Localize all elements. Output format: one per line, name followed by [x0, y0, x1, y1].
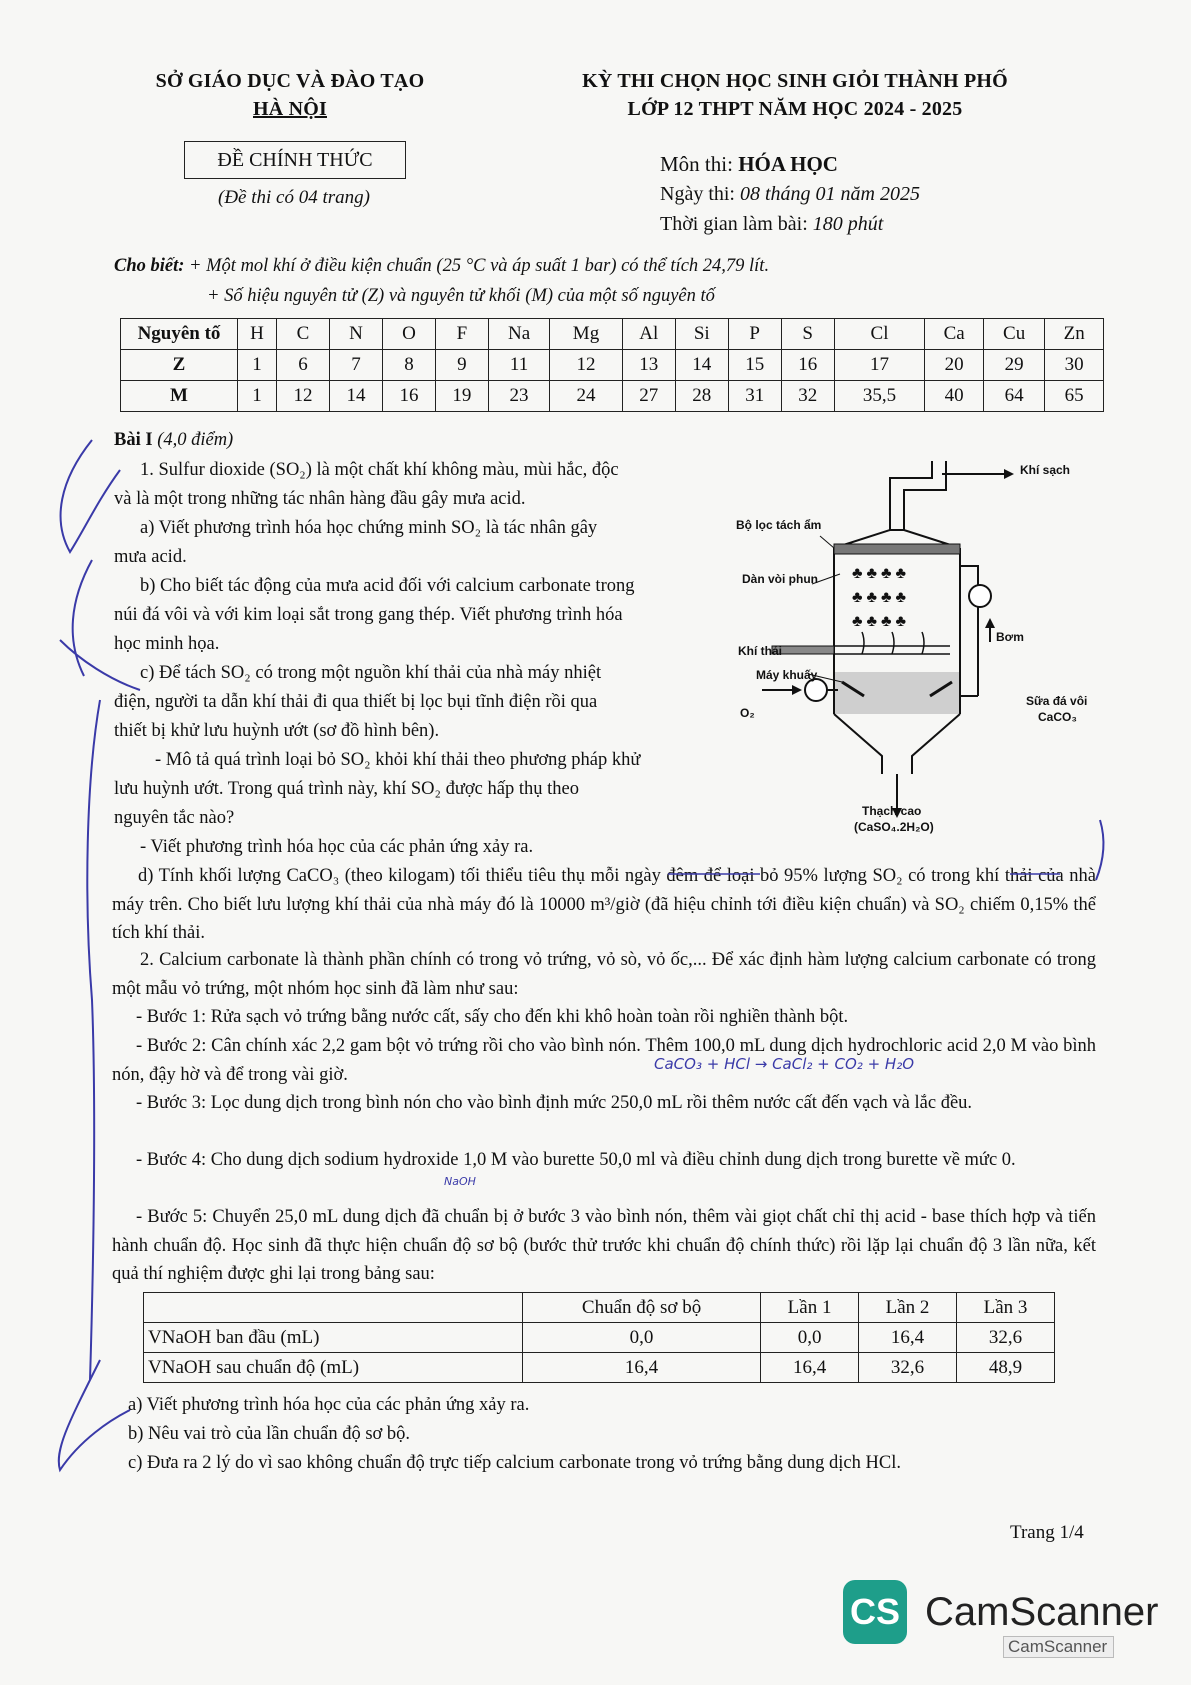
given-molar-volume: + Một mol khí ở điều kiện chuẩn (25 °C và áp suất 1 bar) có thể tích 24,79 lít. [189, 256, 770, 276]
date-label: Ngày thi: [660, 183, 735, 205]
table-cell: Ca [925, 319, 984, 350]
table-cell: 0,0 [761, 1323, 859, 1353]
step1: - Bước 1: Rửa sạch vỏ trứng bằng nước cất, sấy cho đến khi khô hoàn toàn rồi nghiền thành bột. [136, 1007, 849, 1027]
table-cell: S [781, 319, 834, 350]
q2-paragraph: 2. Calcium carbonate là thành phần chính có trong vỏ trứng, vỏ sò, vỏ ốc,... Để xác định hàm lượng calcium carbonate có trong một mẫu vỏ trứng, một nhóm học sinh đã làm như sau: [112, 950, 1096, 999]
camscanner-brand: CamScanner [925, 1590, 1159, 1634]
table-cell: 29 [983, 350, 1044, 381]
table-cell: Al [622, 319, 675, 350]
table-cell: 19 [435, 381, 488, 412]
label-clean-gas: Khí sạch [1020, 463, 1071, 477]
table-cell: 12 [277, 381, 330, 412]
table-cell: VNaOH ban đầu (mL) [144, 1323, 523, 1353]
label-stirrer: Máy khuấy [756, 668, 818, 682]
table-cell: 35,5 [834, 381, 925, 412]
qc-desc2: lưu huỳnh ướt. Trong quá trình này, khí SO₂ được hấp thụ theo [114, 779, 579, 799]
table-cell: Cu [983, 319, 1044, 350]
table-cell: Z [121, 350, 238, 381]
table-cell: 28 [675, 381, 728, 412]
subject-value: HÓA HỌC [738, 152, 838, 176]
table-cell: 9 [435, 350, 488, 381]
exam-title-line2: LỚP 12 THPT NĂM HỌC 2024 - 2025 [627, 98, 963, 120]
table-cell: 32 [781, 381, 834, 412]
table-cell: 23 [488, 381, 549, 412]
table-cell: Lần 1 [761, 1293, 859, 1323]
page-number: Trang 1/4 [1010, 1522, 1084, 1543]
table-cell: VNaOH sau chuẩn độ (mL) [144, 1353, 523, 1383]
table-cell: 27 [622, 381, 675, 412]
duration-value: 180 phút [812, 213, 884, 235]
step4: - Bước 4: Cho dung dịch sodium hydroxide 1,0 M vào burette 50,0 ml và điều chỉnh dung dịch trong burette về mức 0. [136, 1150, 1016, 1170]
handwritten-naoh: NaOH [444, 1175, 476, 1188]
camscanner-watermark: CamScanner [1003, 1636, 1114, 1658]
q1-line1: 1. Sulfur dioxide (SO₂) là một chất khí không màu, mùi hắc, độc [140, 460, 619, 480]
table-cell: 48,9 [957, 1353, 1055, 1383]
table-cell: P [728, 319, 781, 350]
table-cell: M [121, 381, 238, 412]
exam-title-line1: KỲ THI CHỌN HỌC SINH GIỎI THÀNH PHỐ [582, 70, 1008, 92]
svg-text:♣ ♣ ♣ ♣: ♣ ♣ ♣ ♣ [852, 589, 906, 606]
label-flue-gas: Khí thải [738, 644, 782, 658]
qc-line2: điện, người ta dẫn khí thải đi qua thiết bị lọc bụi tĩnh điện rồi qua [114, 692, 598, 712]
label-o2: O₂ [740, 706, 755, 720]
subject-label: Môn thi: [660, 152, 733, 176]
table-cell: 64 [983, 381, 1044, 412]
table-cell: 20 [925, 350, 984, 381]
step2: - Bước 2: Cân chính xác 2,2 gam bột vỏ trứng rồi cho vào bình nón. Thêm 100,0 mL dung dịch hydrochloric acid 2,0 M vào bình nón, đậy hờ và để trong vài giờ. [112, 1036, 1096, 1085]
label-caco3: CaCO₃ [1038, 710, 1077, 724]
q2a: a) Viết phương trình hóa học của các phản ứng xảy ra. [128, 1395, 530, 1415]
table-cell: 30 [1045, 350, 1104, 381]
table-cell: F [435, 319, 488, 350]
table-cell: 11 [488, 350, 549, 381]
table-cell: 16 [382, 381, 435, 412]
table-cell: 40 [925, 381, 984, 412]
qc-desc3: nguyên tắc nào? [114, 808, 235, 828]
qb-line2: núi đá vôi và với kim loại sắt trong gang thép. Viết phương trình hóa [114, 605, 623, 625]
label-gypsum: Thạch cao [862, 804, 922, 818]
table-cell: Chuẩn độ sơ bộ [523, 1293, 761, 1323]
q2c: c) Đưa ra 2 lý do vì sao không chuẩn độ trực tiếp calcium carbonate trong vỏ trứng bằng dung dịch HCl. [128, 1453, 901, 1473]
label-gypsum-formula: (CaSO₄.2H₂O) [854, 820, 934, 834]
qb-line3: học minh họa. [114, 634, 220, 654]
table-cell: H [238, 319, 277, 350]
table-cell: 15 [728, 350, 781, 381]
table-cell: 32,6 [859, 1353, 957, 1383]
table-cell: 0,0 [523, 1323, 761, 1353]
svg-text:♣ ♣ ♣ ♣: ♣ ♣ ♣ ♣ [852, 565, 906, 582]
table-cell: 31 [728, 381, 781, 412]
table-cell: 16,4 [523, 1353, 761, 1383]
table-cell: 32,6 [957, 1323, 1055, 1353]
org-line2: HÀ NỘI [253, 98, 327, 120]
label-spray: Dàn vòi phun [742, 572, 818, 586]
table-cell: 12 [550, 350, 623, 381]
given-line2: + Số hiệu nguyên tử (Z) và nguyên tử khối (M) của một số nguyên tố [207, 286, 715, 306]
q1-line2: và là một trong những tác nhân hàng đầu gây mưa acid. [114, 489, 526, 509]
table-cell: 16,4 [859, 1323, 957, 1353]
label-pump: Bơm [996, 630, 1024, 644]
qd-paragraph: d) Tính khối lượng CaCO₃ (theo kilogam) tối thiểu tiêu thụ mỗi ngày đêm để loại bỏ 95% lượng SO₂ có trong khí thải của nhà máy trên. Cho biết lưu lượng khí thải của nhà máy đó là 10000 m³/giờ (đã hiệu chỉnh tới điều kiện chuẩn) và SO₂ chiếm 0,15% thể tích khí thải. [112, 866, 1096, 943]
handwritten-equation: CaCO₃ + HCl → CaCl₂ + CO₂ + H₂O [654, 1055, 915, 1073]
label-lime-milk: Sữa đá vôi [1026, 694, 1088, 708]
table-cell: 14 [675, 350, 728, 381]
table-cell: N [329, 319, 382, 350]
table-cell: O [382, 319, 435, 350]
step3: - Bước 3: Lọc dung dịch trong bình nón cho vào bình định mức 250,0 mL rồi thêm nước cất đến vạch và lắc đều. [136, 1093, 973, 1113]
table-cell: 17 [834, 350, 925, 381]
svg-text:♣ ♣ ♣ ♣: ♣ ♣ ♣ ♣ [852, 613, 906, 630]
table-cell: Na [488, 319, 549, 350]
table-cell: 1 [238, 350, 277, 381]
table-cell: 65 [1045, 381, 1104, 412]
step5: - Bước 5: Chuyển 25,0 mL dung dịch đã chuẩn bị ở bước 3 vào bình nón, thêm vài giọt chất chỉ thị acid - base thích hợp và tiến hành chuẩn độ. Học sinh đã thực hiện chuẩn độ sơ bộ (bước thử trước khi chuẩn độ chính thức) rồi lặp lại chuẩn độ 3 lần nữa, kết quả thí nghiệm được ghi lại trong bảng sau: [112, 1207, 1096, 1284]
table-cell: C [277, 319, 330, 350]
qa-line2: mưa acid. [114, 547, 187, 567]
table-cell: 14 [329, 381, 382, 412]
duration-label: Thời gian làm bài: [660, 213, 808, 235]
qc-desc4: - Viết phương trình hóa học của các phản ứng xảy ra. [140, 837, 534, 857]
table-cell: 16 [781, 350, 834, 381]
table-cell: Mg [550, 319, 623, 350]
camscanner-logo-icon: CS [843, 1580, 907, 1644]
qc-line1: c) Để tách SO₂ có trong một nguồn khí thải của nhà máy nhiệt [140, 663, 602, 683]
table-cell: Lần 2 [859, 1293, 957, 1323]
bai1-title: Bài I [114, 430, 153, 450]
qc-line3: thiết bị khử lưu huỳnh ướt (sơ đồ hình bên). [114, 721, 440, 741]
qc-desc1: - Mô tả quá trình loại bỏ SO₂ khỏi khí thải theo phương pháp khử [155, 750, 641, 770]
table-cell: Lần 3 [957, 1293, 1055, 1323]
table-cell: Cl [834, 319, 925, 350]
table-cell: 1 [238, 381, 277, 412]
table-cell: 16,4 [761, 1353, 859, 1383]
table-cell: 8 [382, 350, 435, 381]
pages-note: (Đề thi có 04 trang) [218, 187, 370, 208]
org-line1: SỞ GIÁO DỤC VÀ ĐÀO TẠO [155, 70, 425, 92]
given-label: Cho biết: [114, 256, 185, 276]
table-cell: Si [675, 319, 728, 350]
date-value: 08 tháng 01 năm 2025 [740, 183, 920, 205]
label-mist-filter: Bộ lọc tách ẩm [736, 518, 822, 532]
table-cell: 7 [329, 350, 382, 381]
qb-line1: b) Cho biết tác động của mưa acid đối với calcium carbonate trong [140, 576, 635, 596]
table-cell: Nguyên tố [121, 319, 238, 350]
table-cell: 24 [550, 381, 623, 412]
official-badge: ĐỀ CHÍNH THỨC [184, 141, 406, 179]
table-cell: 13 [622, 350, 675, 381]
bai1-points: (4,0 điểm) [157, 430, 234, 450]
qa-line1: a) Viết phương trình hóa học chứng minh SO₂ là tác nhân gây [140, 518, 598, 538]
table-cell: 6 [277, 350, 330, 381]
q2b: b) Nêu vai trò của lần chuẩn độ sơ bộ. [128, 1424, 411, 1444]
table-cell: Zn [1045, 319, 1104, 350]
